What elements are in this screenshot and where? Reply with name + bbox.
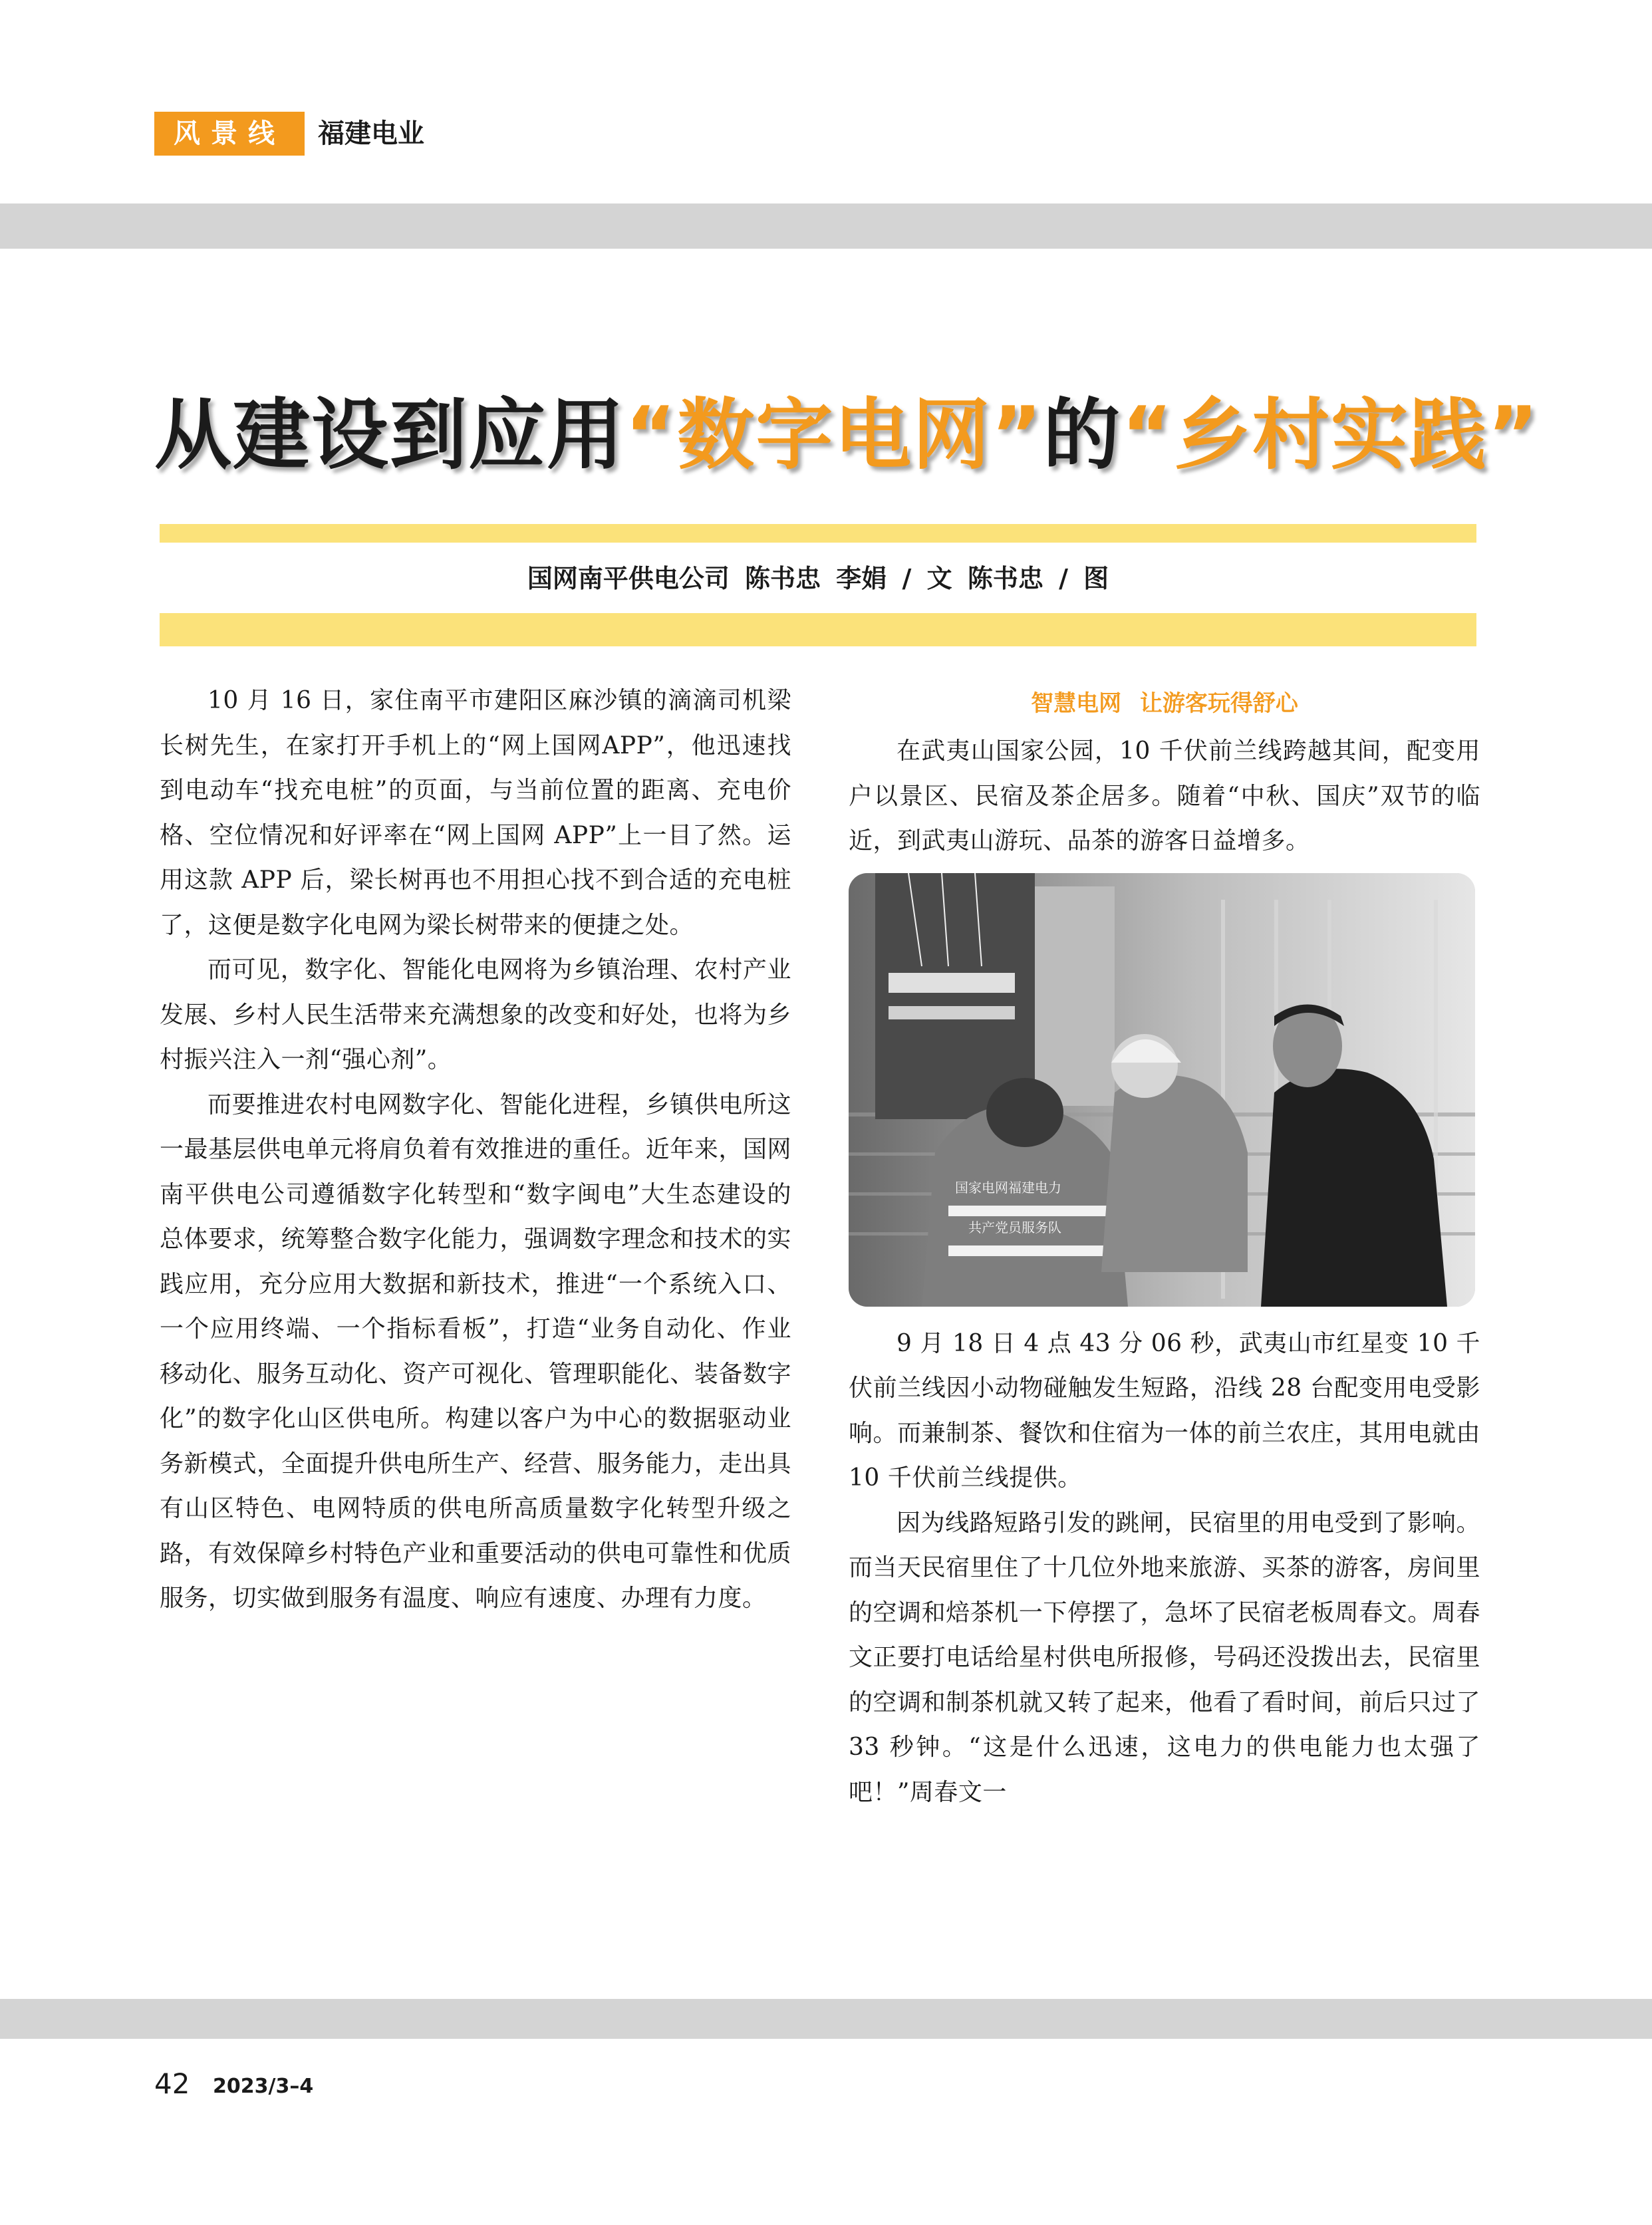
section-tag: 风景线 bbox=[154, 112, 305, 156]
page-number: 42 bbox=[154, 2067, 190, 2100]
body-paragraph: 因为线路短路引发的跳闸，民宿里的用电受到了影响。而当天民宿里住了十几位外地来旅游、买茶的游客，房间里的空调和焙茶机一下停摆了，急坏了民宿老板周春文。周春文正要打电话给星村供电所报修，号码还没拨出去，民宿里的空调和制茶机就又转了起来，他看了看时间，前后只过了 33 秒钟。“这是什么迅速，这电力的供电能力也太强了吧！”周春文一 bbox=[849, 1509, 1480, 1806]
vest-text-2: 共产党员服务队 bbox=[968, 1219, 1061, 1236]
body-paragraph: 在武夷山国家公园，10 千伏前兰线跨越其间，配变用户以景区、民宿及茶企居多。随着“中秋、国庆”双节的临近，到武夷山游玩、品茶的游客日益增多。 bbox=[849, 737, 1480, 854]
body-paragraph: 10 月 16 日，家住南平市建阳区麻沙镇的滴滴司机梁长树先生，在家打开手机上的“网上国网APP”，他迅速找到电动车“找充电桩”的页面，与当前位置的距离、充电价格、空位情况和好评率在“网上国网 APP”上一目了然。运用这款 APP 后，梁长树再也不用担心找不到合适的充电桩了，这便是数字化电网为梁长树带来的便捷之处。 bbox=[160, 687, 791, 939]
byline-top-bar bbox=[160, 524, 1476, 543]
title-highlight-1: “数字电网” bbox=[625, 390, 1043, 480]
body-paragraph: 9 月 18 日 4 点 43 分 06 秒，武夷山市红星变 10 千伏前兰线因小动物碰触发生短路，沿线 28 台配变用电受影响。而兼制茶、餐饮和住宿为一体的前兰农庄，其用电就由 10 千伏前兰线提供。 bbox=[849, 1329, 1480, 1492]
vest-text-1: 国家电网福建电力 bbox=[955, 1179, 1061, 1196]
top-divider-band bbox=[0, 203, 1652, 249]
body-paragraph: 而要推进农村电网数字化、智能化进程，乡镇供电所这一最基层供电单元将肩负着有效推进的重任。近年来，国网南平供电公司遵循数字化转型和“数字闽电”大生态建设的总体要求，统筹整合数字化能力，强调数字理念和技术的实践应用，充分应用大数据和新技术，推进“一个系统入口、一个应用终端、一个指标看板”，打造“业务自动化、作业移动化、服务互动化、资产可视化、管理职能化、装备数字化”的数字化山区供电所。构建以客户为中心的数据驱动业务新模式，全面提升供电所生产、经营、服务能力，走出具有山区特色、电网特质的供电所高质量数字化转型升级之路，有效保障乡村特色产业和重要活动的供电可靠性和优质服务，切实做到服务有温度、响应有速度、办理有力度。 bbox=[160, 1091, 791, 1612]
section-subheading: 智慧电网 让游客玩得舒心 bbox=[1031, 690, 1298, 717]
body-paragraph: 而可见，数字化、智能化电网将为乡镇治理、农村产业发展、乡村人民生活带来充满想象的改变和好处，也将为乡村振兴注入一剂“强心剂”。 bbox=[160, 956, 791, 1073]
title-part-1: 从建设到应用 bbox=[154, 390, 625, 480]
bottom-divider-band bbox=[0, 1999, 1652, 2039]
photo-workers-at-panel bbox=[849, 873, 1475, 1307]
issue-label: 2023/3–4 bbox=[213, 2075, 314, 2098]
title-part-2: 的 bbox=[1043, 390, 1122, 480]
byline-bottom-bar bbox=[160, 613, 1476, 646]
byline: 国网南平供电公司 陈书忠 李娟 / 文 陈书忠 / 图 bbox=[527, 564, 1109, 593]
left-column bbox=[160, 678, 791, 1621]
magazine-name: 福建电业 bbox=[318, 118, 424, 149]
article-photo bbox=[849, 873, 1475, 1307]
article-title bbox=[154, 386, 1540, 485]
right-column bbox=[849, 678, 1480, 1815]
title-highlight-2: “乡村实践” bbox=[1121, 390, 1540, 480]
